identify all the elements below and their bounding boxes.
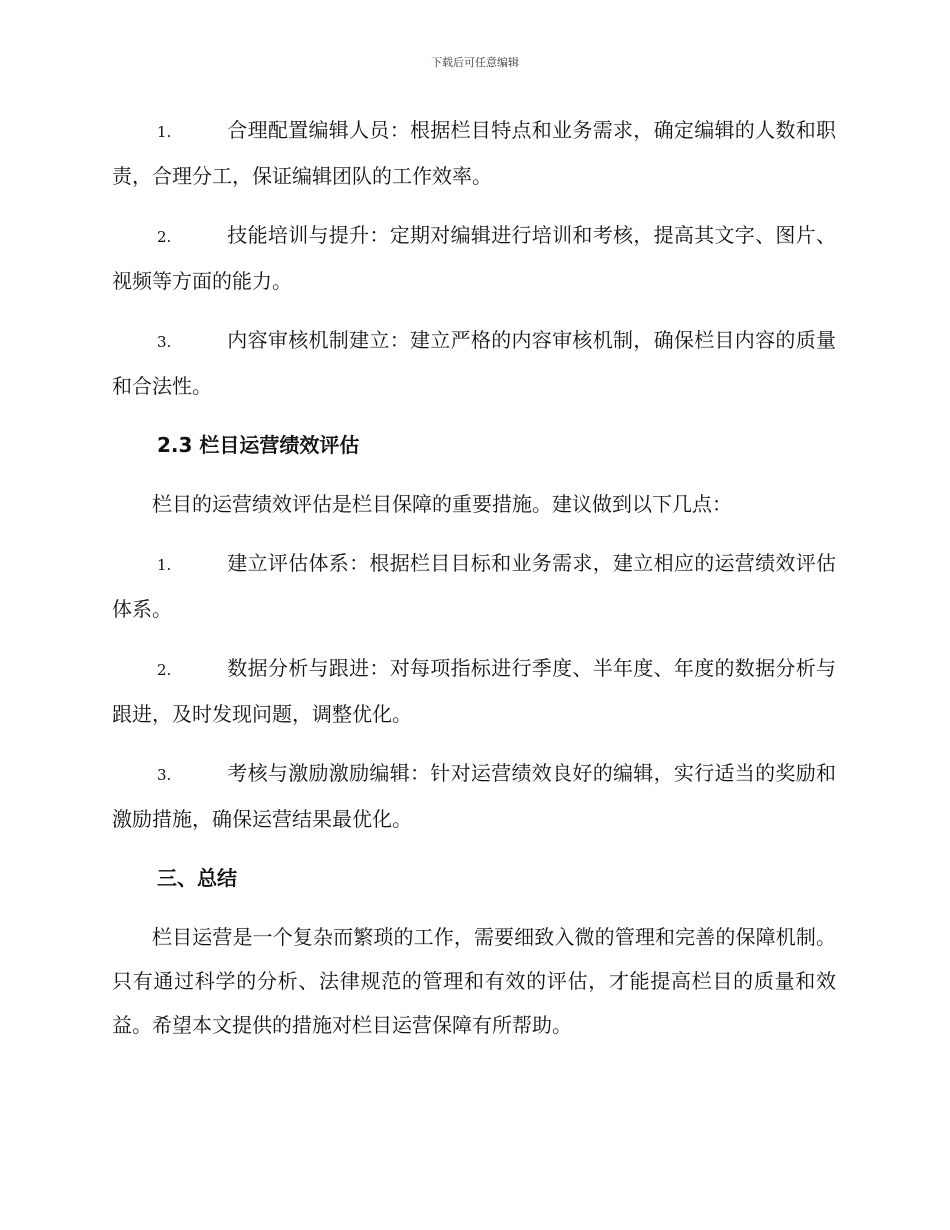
list-item — [112, 751, 836, 841]
list-text: 技能培训与提升：定期对编辑进行培训和考核，提高其文字、图片、视频等方面的能力。 — [112, 223, 836, 293]
list-text: 合理配置编辑人员：根据栏目特点和业务需求，确定编辑的人数和职责，合理分工，保证编辑团队的工作效率。 — [112, 118, 836, 188]
summary-paragraph: 栏目运营是一个复杂而繁琐的工作，需要细致入微的管理和完善的保障机制。只有通过科学的分析、法律规范的管理和有效的评估，才能提高栏目的质量和效益。希望本文提供的措施对栏目运营保障有所帮助。 — [112, 925, 836, 1037]
section-heading-2-3: 2.3 栏目运营绩效评估 — [157, 433, 360, 457]
list-text: 数据分析与跟进：对每项指标进行季度、半年度、年度的数据分析与跟进，及时发现问题，调整优化。 — [112, 656, 836, 726]
list-text: 内容审核机制建立：建立严格的内容审核机制，确保栏目内容的质量和合法性。 — [112, 328, 836, 398]
section-heading-summary: 三、总结 — [157, 866, 237, 890]
list-item — [112, 541, 836, 631]
list-item — [112, 318, 836, 408]
list-number: 1. — [157, 556, 172, 574]
list-number: 3. — [157, 766, 172, 784]
section-intro: 栏目的运营绩效评估是栏目保障的重要措施。建议做到以下几点： — [152, 492, 732, 516]
list-text: 建立评估体系：根据栏目目标和业务需求，建立相应的运营绩效评估体系。 — [112, 551, 836, 621]
list-number: 2. — [157, 661, 172, 679]
list-number: 2. — [157, 228, 172, 246]
list-number: 3. — [157, 333, 172, 351]
list-text: 考核与激励激励编辑：针对运营绩效良好的编辑，实行适当的奖励和激励措施，确保运营结果最优化。 — [112, 761, 836, 831]
list-number: 1. — [157, 123, 172, 141]
page-header: 下载后可任意编辑 — [431, 56, 519, 69]
list-item — [112, 108, 836, 198]
list-item — [112, 213, 836, 303]
document-body — [112, 108, 836, 1062]
list-item — [112, 646, 836, 736]
